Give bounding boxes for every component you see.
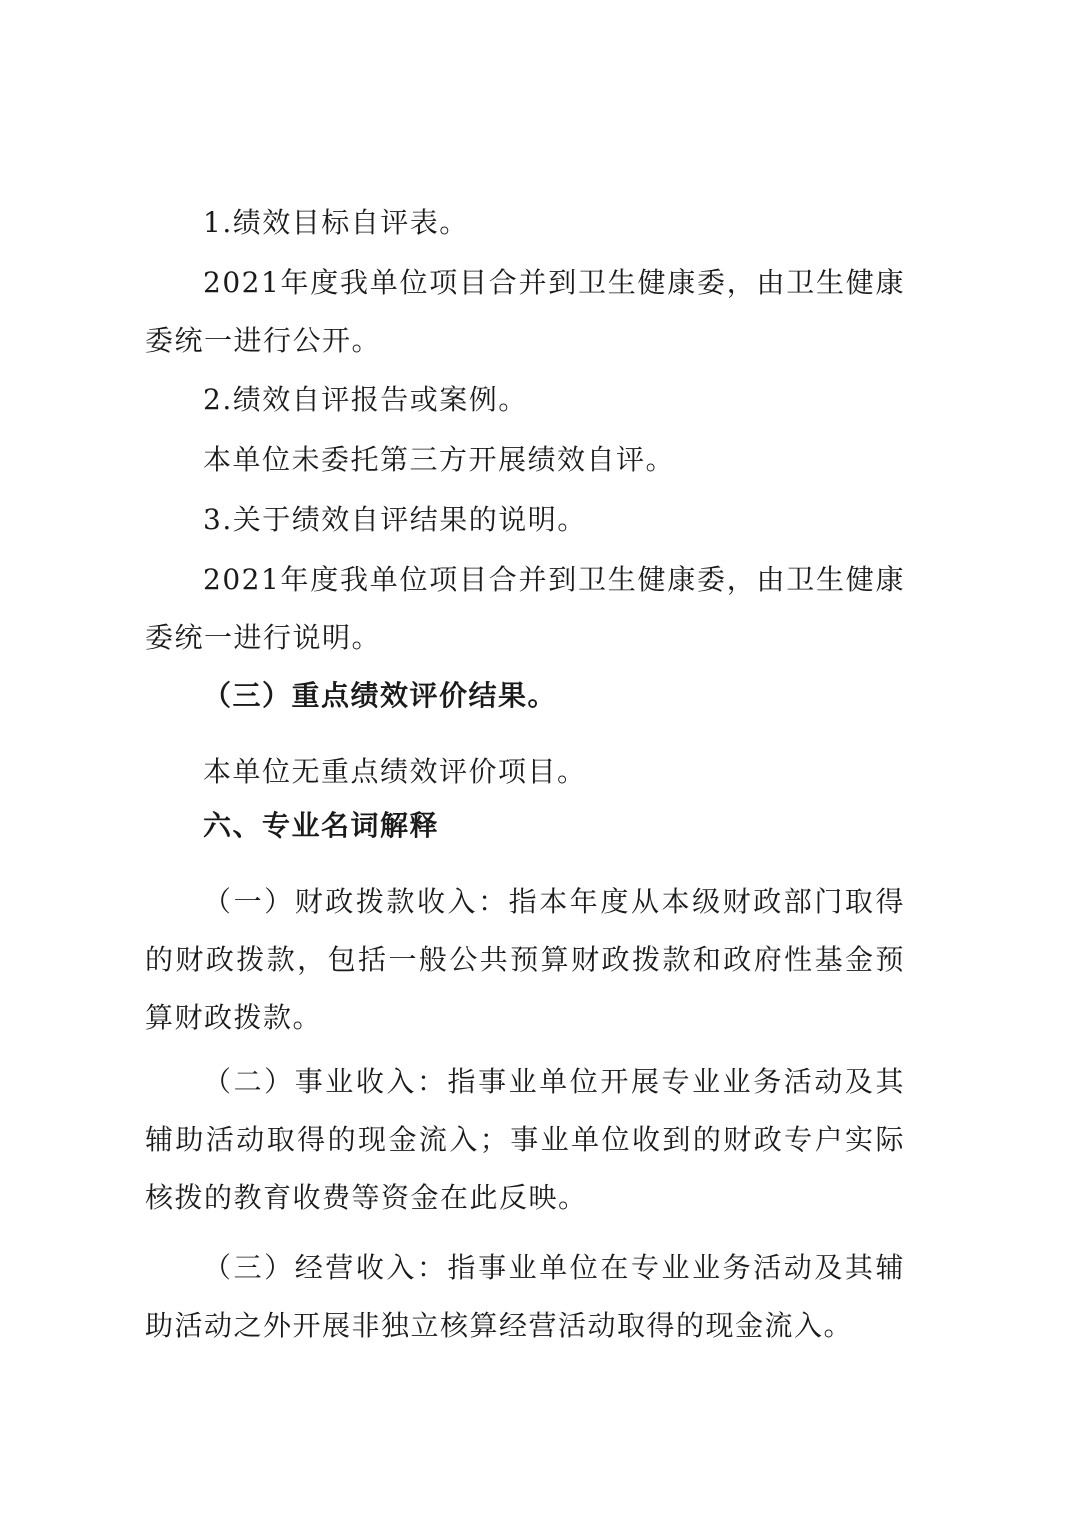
item-2-body: 本单位未委托第三方开展绩效自评。 (203, 443, 676, 476)
section-key-evaluation-heading: （三）重点绩效评价结果。 (203, 679, 558, 712)
item-2-title: 2.绩效自评报告或案例。 (203, 383, 528, 416)
section-terms-heading: 六、专业名词解释 (203, 809, 440, 842)
item-3-title: 3.关于绩效自评结果的说明。 (203, 503, 587, 536)
item-1-title: 1.绩效目标自评表。 (203, 206, 469, 239)
term-fiscal-appropriation: （一）财政拨款收入：指本年度从本级财政部门取得的财政拨款，包括一般公共预算财政拨款和政府性基金预算财政拨款。 (145, 885, 905, 1034)
key-evaluation-body: 本单位无重点绩效评价项目。 (203, 755, 587, 788)
term-operating-income: （三）经营收入：指事业单位在专业业务活动及其辅助活动之外开展非独立核算经营活动取得的现金流入。 (145, 1251, 905, 1342)
item-1-body: 2021年度我单位项目合并到卫生健康委，由卫生健康委统一进行公开。 (145, 266, 905, 357)
term-business-income: （二）事业收入：指事业单位开展专业业务活动及其辅助活动取得的现金流入；事业单位收到的财政专户实际核拨的教育收费等资金在此反映。 (145, 1065, 905, 1214)
item-3-body: 2021年度我单位项目合并到卫生健康委，由卫生健康委统一进行说明。 (145, 563, 905, 654)
